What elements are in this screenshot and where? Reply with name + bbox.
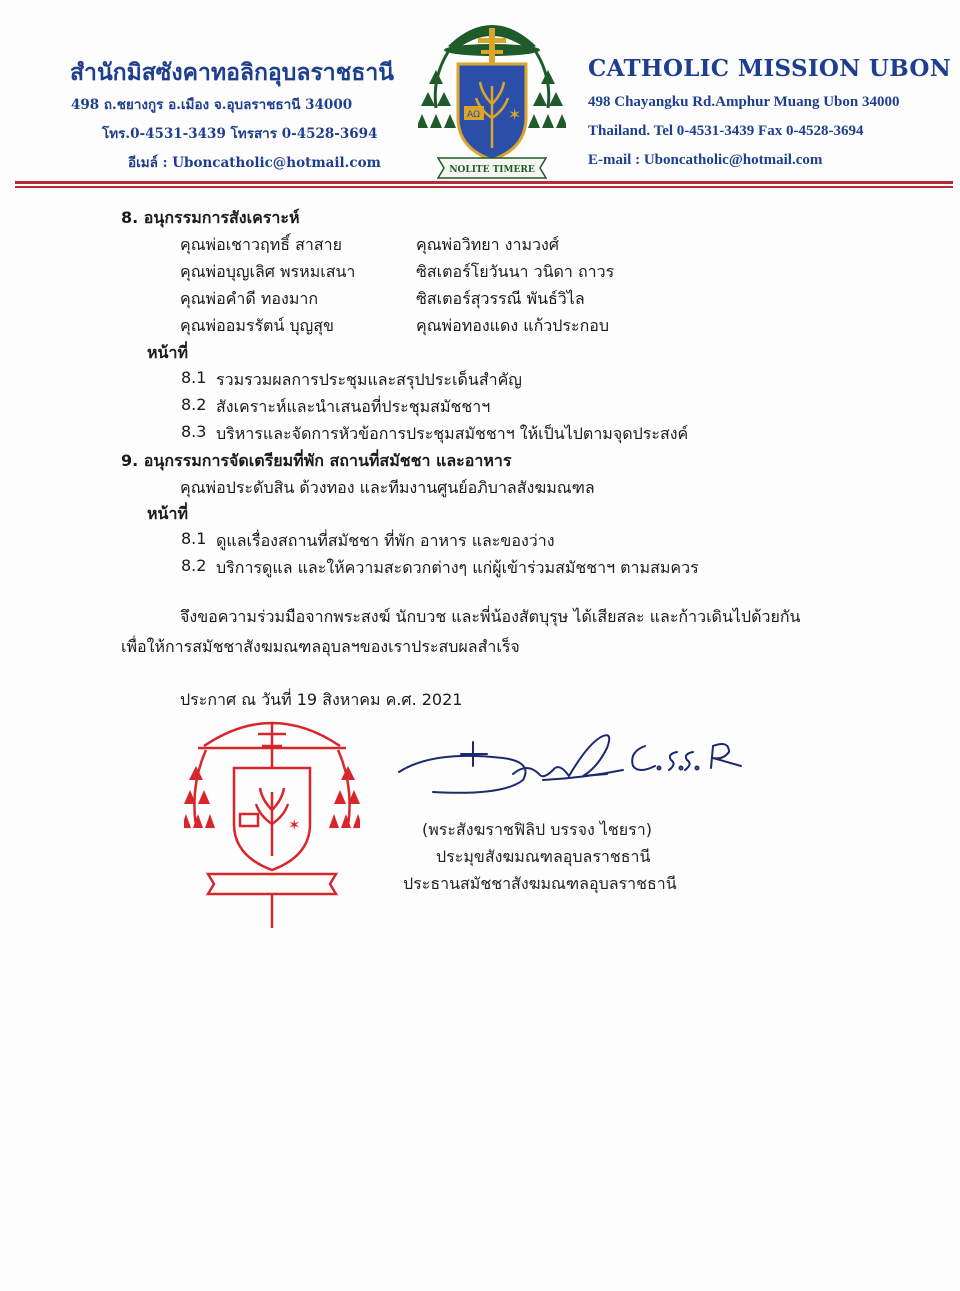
handwritten-signature: [393, 722, 753, 802]
section8-member: คุณพ่อคำดี ทองมาก: [180, 289, 319, 308]
thai-email: อีเมล์ : Uboncatholic@hotmail.com: [128, 155, 381, 171]
section9-duty-text: บริการดูแล และให้ความสะดวกต่างๆ แก่ผู้เข้าร่วมสมัชชาฯ ตามสมควร: [216, 558, 699, 577]
section8-heading: 8. อนุกรรมการสังเคราะห์: [121, 208, 300, 227]
section8-duty-number: 8.2: [181, 395, 207, 414]
official-red-seal-stamp: [184, 706, 360, 932]
thai-phone: โทร.0-4531-3439 โทรสาร 0-4528-3694: [102, 126, 378, 142]
english-email: E-mail : Uboncatholic@hotmail.com: [588, 152, 823, 168]
section8-member: คุณพ่อเชาวฤทธิ์ สาสาย: [180, 235, 342, 254]
signatory-title-bishop: ประมุขสังฆมณฑลอุบลราชธานี: [436, 847, 651, 866]
section8-duty-text: รวมรวมผลการประชุมและสรุปประเด็นสำคัญ: [216, 370, 522, 389]
section8-duty-number: 8.1: [181, 368, 207, 387]
section8-member: คุณพ่ออมรรัตน์ บุญสุข: [180, 316, 334, 335]
section9-heading: 9. อนุกรรมการจัดเตรียมที่พัก สถานที่สมัชชา และอาหาร: [121, 451, 512, 470]
closing-paragraph-line1: จึงขอความร่วมมือจากพระสงฆ์ นักบวช และพี่น้องสัตบุรุษ ได้เสียสละ และก้าวเดินไปด้วยกัน: [180, 607, 801, 626]
section8-member: คุณพ่อทองแดง แก้วประกอบ: [416, 316, 610, 335]
crest-book-letters: AΩ: [467, 110, 481, 120]
announcement-date: ประกาศ ณ วันที่ 19 สิงหาคม ค.ศ. 2021: [180, 690, 463, 709]
section8-member: คุณพ่อวิทยา งามวงศ์: [416, 235, 559, 254]
section8-member: ซิสเตอร์โยวันนา วนิดา ถาวร: [416, 262, 615, 281]
english-address: 498 Chayangku Rd.Amphur Muang Ubon 34000: [588, 94, 900, 110]
english-phone: Thailand. Tel 0-4531-3439 Fax 0-4528-3694: [588, 123, 864, 139]
header-divider-top: [15, 181, 953, 184]
section8-duty-number: 8.3: [181, 422, 207, 441]
english-organization-title: CATHOLIC MISSION UBON: [588, 55, 952, 82]
closing-paragraph-line2: เพื่อให้การสมัชชาสังฆมณฑลอุบลฯของเราประสบผลสำเร็จ: [121, 637, 520, 656]
section8-member: ซิสเตอร์สุวรรณี พันธ์วิไล: [416, 289, 585, 308]
signatory-name: (พระสังฆราชฟิลิป บรรจง ไชยรา): [422, 820, 652, 839]
section9-members: คุณพ่อประดับสิน ด้วงทอง และทีมงานศูนย์อภิบาลสังฆมณฑล: [180, 478, 595, 497]
diocesan-crest-logo: [418, 8, 566, 180]
svg-text:✶: ✶: [288, 816, 301, 834]
section9-duty-number: 8.2: [181, 556, 207, 575]
crest-motto: NOLITE TIMERE: [449, 165, 535, 175]
section9-duties-label: หน้าที่: [147, 504, 189, 523]
section8-duty-text: บริหารและจัดการหัวข้อการประชุมสมัชชาฯ ให้เป็นไปตามจุดประสงค์: [216, 424, 689, 443]
section9-duty-number: 8.1: [181, 529, 207, 548]
thai-organization-title: สำนักมิสซังคาทอลิกอุบลราชธานี: [70, 59, 394, 86]
section8-duties-label: หน้าที่: [147, 343, 189, 362]
header-divider-bottom: [15, 186, 953, 188]
section9-duty-text: ดูแลเรื่องสถานที่สมัชชา ที่พัก อาหาร และของว่าง: [216, 531, 555, 550]
svg-text:✶: ✶: [508, 105, 522, 124]
thai-address: 498 ถ.ชยางกูร อ.เมือง จ.อุบลราชธานี 34000: [71, 97, 353, 113]
signatory-title-assembly-chair: ประธานสมัชชาสังฆมณฑลอุบลราชธานี: [403, 874, 677, 893]
section8-duty-text: สังเคราะห์และนำเสนอที่ประชุมสมัชชาฯ: [216, 397, 491, 416]
section8-member: คุณพ่อบุญเลิศ พรหมเสนา: [180, 262, 356, 281]
